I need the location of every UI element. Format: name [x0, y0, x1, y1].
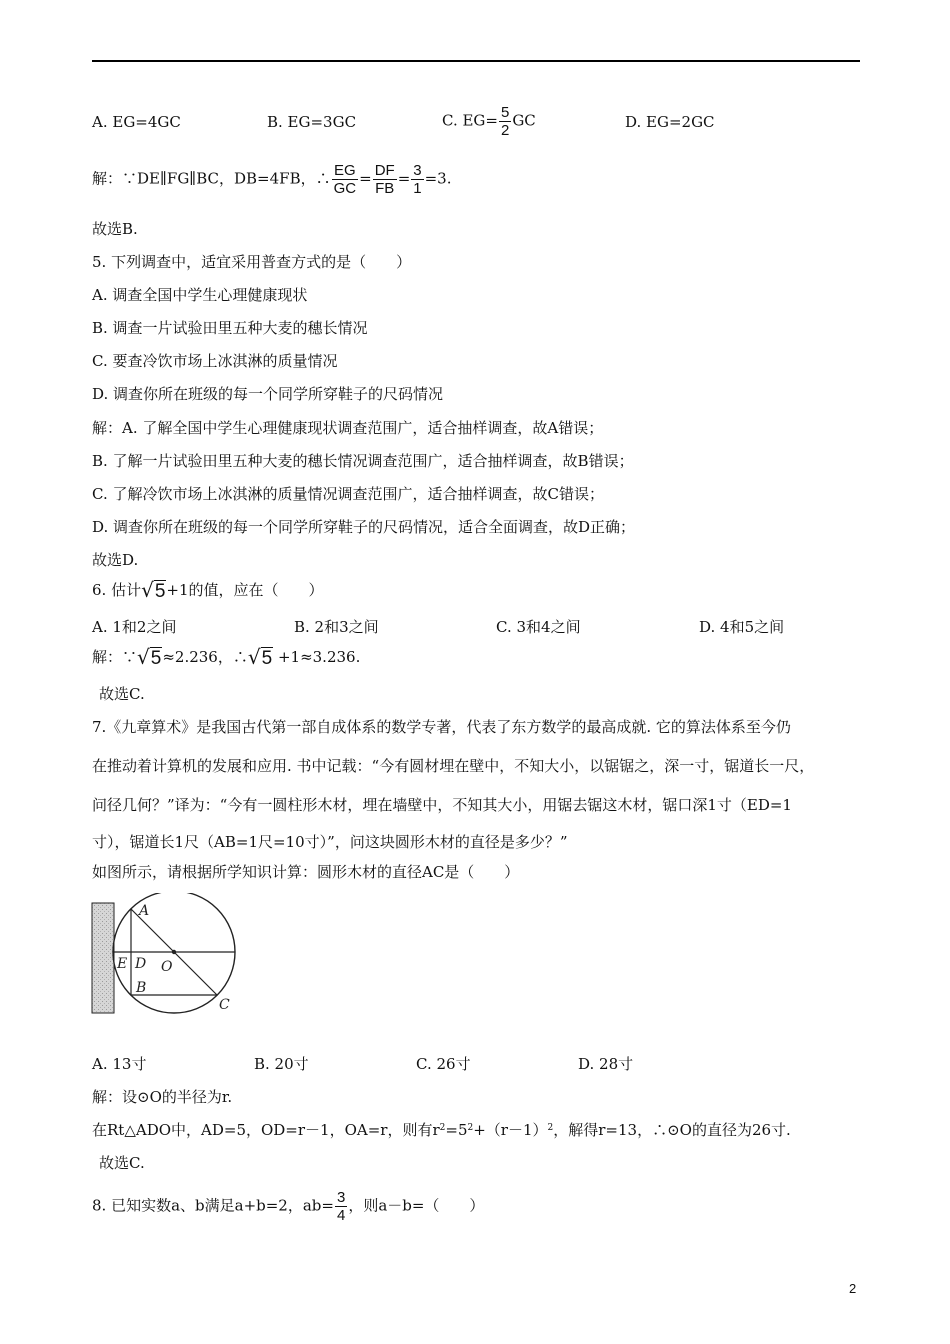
header-rule	[92, 60, 860, 62]
q4-solution: 解：∵DE∥FG∥BC，DB=4FB，∴ $\frac{EG}{GC}$ = $\frac{DF}{FB}$ = $\frac{3}{1}$ =3.	[92, 162, 452, 197]
label-a: A	[139, 903, 150, 919]
q7-stem-line-3: 问径几何？”译为：“今有一圆柱形木材，埋在墙壁中，不知其大小，用锯去锯这木材，锯口深1寸（ED=1	[92, 796, 792, 814]
label-o: O	[161, 959, 173, 975]
q6-option-b: B. 2和3之间	[294, 618, 379, 636]
q5-answer: 故选D.	[92, 551, 139, 569]
fraction-3-1: $\frac{3}{1}$	[413, 162, 422, 197]
q5-solution-line-1: 解：A. 了解全国中学生心理健康现状调查范围广，适合抽样调查，故A错误；	[92, 419, 604, 437]
q7-answer: 故选C.	[99, 1154, 145, 1172]
q7-option-c: C. 26寸	[416, 1055, 471, 1073]
fraction-df-fb: $\frac{DF}{FB}$	[374, 162, 395, 197]
q6-solution: 解：∵√5≈2.236，∴√5 +1≈3.236.	[92, 645, 361, 669]
q5-stem: 5. 下列调查中，适宜采用普查方式的是（ ）	[92, 253, 412, 271]
q8-stem: 8. 已知实数a、b满足a+b=2，ab= $\frac{3}{4}$ ，则a－b=（ ）	[92, 1189, 485, 1224]
label-c: C	[219, 997, 230, 1013]
q5-option-a: A. 调查全国中学生心理健康现状	[92, 286, 308, 304]
geometry-diagram	[90, 893, 250, 1018]
q7-option-b: B. 20寸	[254, 1055, 309, 1073]
fraction-eg-gc: $\frac{EG}{GC}$	[333, 162, 357, 197]
q4-option-c-fraction: $\frac{5}{2}$	[500, 104, 510, 139]
q4-option-c: C. EG= $\frac{5}{2}$ GC	[442, 104, 536, 139]
label-b: B	[136, 980, 147, 996]
q7-prompt: 如图所示，请根据所学知识计算：圆形木材的直径AC是（ ）	[92, 863, 520, 881]
q5-solution-line-2: B. 了解一片试验田里五种大麦的穗长情况调查范围广，适合抽样调查，故B错误；	[92, 452, 634, 470]
q4-answer: 故选B.	[92, 220, 138, 238]
q7-solution-line-2: 在Rt△ADO中，AD=5，OD=r－1，OA=r，则有$r^2=5^2+(r-1)^2$，解得r=13，∴⊙O的直径为26寸.	[92, 1121, 791, 1139]
fraction-3-4: $\frac{3}{4}$	[336, 1189, 346, 1224]
wall-shading	[92, 903, 114, 1013]
q7-option-a: A. 13寸	[92, 1055, 147, 1073]
q5-solution-line-3: C. 了解冷饮市场上冰淇淋的质量情况调查范围广，适合抽样调查，故C错误；	[92, 485, 604, 503]
q7-stem-line-1: 7.《九章算术》是我国古代第一部自成体系的数学专著，代表了东方数学的最高成就. 它的算法体系至今仍	[92, 718, 791, 736]
q4-option-d: D. EG=2GC	[625, 113, 715, 131]
q6-option-a: A. 1和2之间	[92, 618, 177, 636]
q6-stem: 6. 估计√5+1的值，应在（ ）	[92, 578, 324, 602]
q5-solution-line-4: D. 调查你所在班级的每一个同学所穿鞋子的尺码情况，适合全面调查，故D正确；	[92, 518, 636, 536]
page-number: 2	[849, 1281, 857, 1296]
q5-option-d: D. 调查你所在班级的每一个同学所穿鞋子的尺码情况	[92, 385, 444, 403]
q5-option-b: B. 调查一片试验田里五种大麦的穗长情况	[92, 319, 368, 337]
circle-wall-figure	[90, 893, 250, 1022]
q4-option-a: A. EG=4GC	[92, 113, 181, 131]
q7-solution-line-1: 解：设⊙O的半径为r.	[92, 1088, 233, 1106]
sqrt-5: √5	[247, 645, 273, 669]
q6-option-d: D. 4和5之间	[699, 618, 785, 636]
center-point	[172, 950, 176, 954]
q7-stem-line-2: 在推动着计算机的发展和应用. 书中记载：“今有圆材埋在壁中，不知大小，以锯锯之，深一寸，锯道长一尺，	[92, 757, 815, 775]
sqrt-5: √5	[141, 578, 166, 602]
q7-option-d: D. 28寸	[578, 1055, 634, 1073]
label-d: D	[135, 956, 147, 972]
q4-option-b: B. EG=3GC	[267, 113, 357, 131]
q6-answer: 故选C.	[99, 685, 145, 703]
q5-option-c: C. 要查冷饮市场上冰淇淋的质量情况	[92, 352, 338, 370]
sqrt-5: √5	[137, 645, 162, 669]
label-e: E	[117, 956, 128, 972]
q7-stem-line-4: 寸），锯道长1尺（AB=1尺=10寸）”，问这块圆形木材的直径是多少？”	[92, 833, 568, 851]
q6-option-c: C. 3和4之间	[496, 618, 581, 636]
